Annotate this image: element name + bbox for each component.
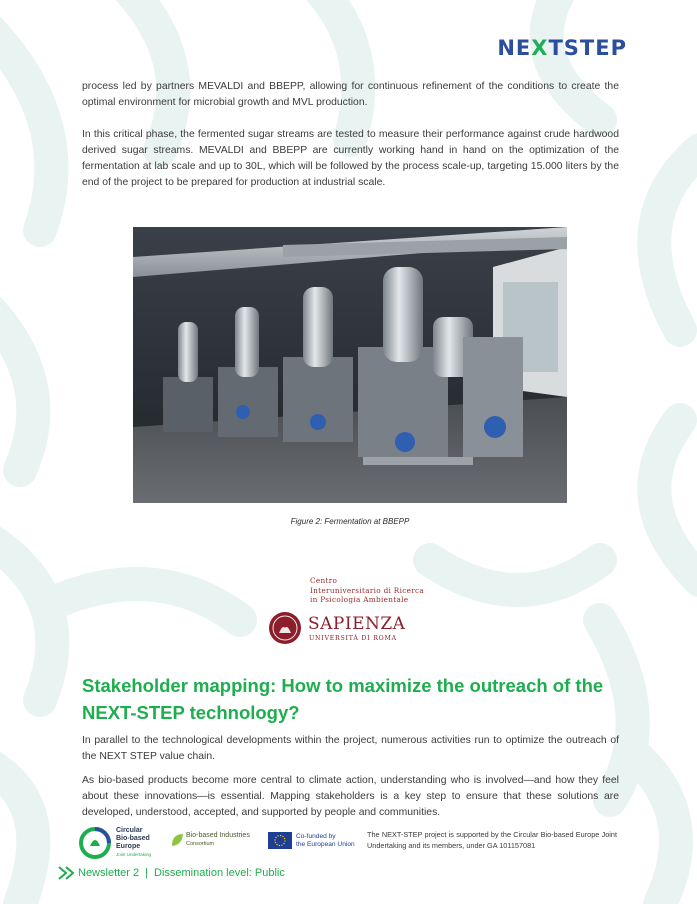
logo-text-start: NE xyxy=(497,36,532,60)
footer xyxy=(58,866,285,880)
leaf-icon xyxy=(170,832,184,848)
fermentation-photo xyxy=(133,227,567,503)
logo-text-end: TSTEP xyxy=(548,36,627,60)
nextstep-logo xyxy=(497,36,627,60)
footer-separator: | xyxy=(145,867,148,879)
institution-line-3: in Psicologia Ambientale xyxy=(310,595,409,605)
eu-flag-icon xyxy=(268,832,292,849)
intro-paragraph-1: process led by partners MEVALDI and BBEPP, allowing for continuous refinement of the conditions to create the optimal environment for microbial growth and MVL production. xyxy=(82,81,619,108)
eu-line-2: the European Union xyxy=(296,840,355,848)
footer-dissemination: Dissemination level: Public xyxy=(154,867,285,879)
cbe-line-2: Bio-based xyxy=(116,835,150,842)
institution-lines xyxy=(310,576,424,605)
bbi-line-1: Bio-based Industries xyxy=(186,832,250,839)
section-paragraph-2: As bio-based products become more central to climate action, understanding who is involved—and how they feel about these innovations—is essential. Mapping stakeholders is a key step to ensure that these solutions are developed, understood, accepted, and supported by people and communities. xyxy=(82,775,619,818)
institution-line-2: Interuniversitario di Ricerca xyxy=(310,585,425,595)
sapienza-name: SAPIENZA xyxy=(308,614,406,634)
support-statement: The NEXT-STEP project is supported by the Circular Bio-based Europe Joint Undertaking and its members, under GA 101157081 xyxy=(367,830,617,850)
fermentation-illustration xyxy=(133,227,567,503)
cbe-line-1: Circular xyxy=(116,827,143,834)
intro-paragraph-2: In this critical phase, the fermented sugar streams are tested to measure their performance against crude hardwood derived sugar streams. MEVALDI and BBEPP are currently working hand in hand on the optimization of the fermentation at lab scale and up to 30L, which will be followed by the process scale-up, targeting 15.000 liters by the end of the project to be prepared for production at industrial scale. xyxy=(82,129,619,188)
section-paragraph-1: In parallel to the technological developments within the project, numerous activities run to optimize the outreach of the NEXT STEP value chain. xyxy=(82,735,619,762)
eu-line-1: Co-funded by xyxy=(296,832,336,840)
cbe-line-3: Europe xyxy=(116,843,141,850)
section-heading: Stakeholder mapping: How to maximize the outreach of the NEXT-STEP technology? xyxy=(82,675,604,723)
footer-newsletter: Newsletter 2 xyxy=(78,867,140,879)
chevron-right-icon xyxy=(58,866,76,880)
figure-caption: Figure 2: Fermentation at BBEPP xyxy=(290,517,410,526)
sapienza-subtitle: UNIVERSITÀ DI ROMA xyxy=(309,635,397,642)
bbi-line-2: Consortium xyxy=(186,841,215,847)
sapienza-seal-icon xyxy=(268,611,302,645)
institution-line-1: Centro xyxy=(310,576,338,585)
cbe-logo xyxy=(78,826,151,860)
cbe-line-4: Joint Undertaking xyxy=(116,852,152,857)
eu-logo xyxy=(268,832,355,849)
logo-x-mark: X xyxy=(531,36,549,60)
cbe-circle-icon xyxy=(78,826,112,860)
bbi-logo xyxy=(170,832,250,848)
